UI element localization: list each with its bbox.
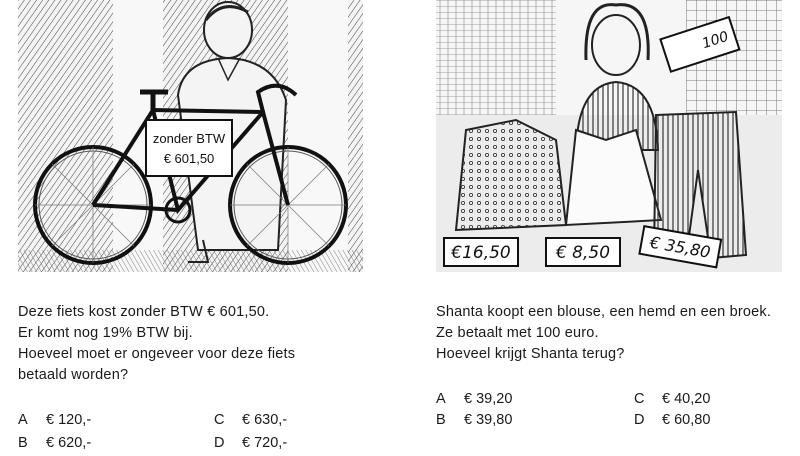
option-value: € 630,- xyxy=(242,412,288,428)
option-letter: D xyxy=(214,435,225,451)
right-option-d[interactable] xyxy=(634,410,710,431)
option-value: € 720,- xyxy=(242,435,288,451)
option-letter: A xyxy=(18,412,28,428)
right-question-line1: Shanta koopt een blouse, een hemd en een broek. xyxy=(436,304,772,320)
right-question-line2: Ze betaalt met 100 euro. xyxy=(436,325,599,341)
bicycle-illustration xyxy=(18,0,363,272)
right-option-c[interactable] xyxy=(634,389,710,410)
bicycle-drawing xyxy=(18,0,363,272)
option-value: € 60,80 xyxy=(662,412,711,428)
bicycle-tag-line1: zonder BTW xyxy=(152,131,226,146)
option-letter: C xyxy=(214,412,225,428)
clothing-drawing xyxy=(436,0,782,272)
clothing-illustration xyxy=(436,0,782,272)
option-value: € 40,20 xyxy=(662,391,711,407)
option-letter: A xyxy=(436,391,446,407)
right-options xyxy=(436,389,796,435)
left-question-line3: Hoeveel moet er ongeveer voor deze fiets xyxy=(18,346,296,362)
option-letter: C xyxy=(634,391,645,407)
left-question-line1: Deze fiets kost zonder BTW € 601,50. xyxy=(18,304,270,320)
option-value: € 39,80 xyxy=(464,412,513,428)
option-value: € 120,- xyxy=(46,412,92,428)
price-tag-hemd: € 8,50 xyxy=(555,243,611,263)
price-tag-broek: € 35,80 xyxy=(648,232,712,262)
bicycle-tag-price: € 601,50 xyxy=(163,151,215,166)
left-option-b[interactable] xyxy=(18,433,91,454)
left-question xyxy=(18,302,378,386)
right-option-a[interactable] xyxy=(436,389,512,410)
option-value: € 39,20 xyxy=(464,391,513,407)
left-options xyxy=(18,410,378,456)
option-value: € 620,- xyxy=(46,435,92,451)
right-question-line3: Hoeveel krijgt Shanta terug? xyxy=(436,346,625,362)
left-option-a[interactable] xyxy=(18,410,91,431)
banknote-value: 100 xyxy=(700,28,731,53)
right-option-b[interactable] xyxy=(436,410,512,431)
price-tag-blouse: €16,50 xyxy=(451,243,511,263)
option-letter: B xyxy=(18,435,28,451)
left-question-line2: Er komt nog 19% BTW bij. xyxy=(18,325,193,341)
left-question-line4: betaald worden? xyxy=(18,367,129,383)
left-option-c[interactable] xyxy=(214,410,287,431)
left-option-d[interactable] xyxy=(214,433,287,454)
option-letter: D xyxy=(634,412,645,428)
right-question xyxy=(436,302,796,365)
option-letter: B xyxy=(436,412,446,428)
